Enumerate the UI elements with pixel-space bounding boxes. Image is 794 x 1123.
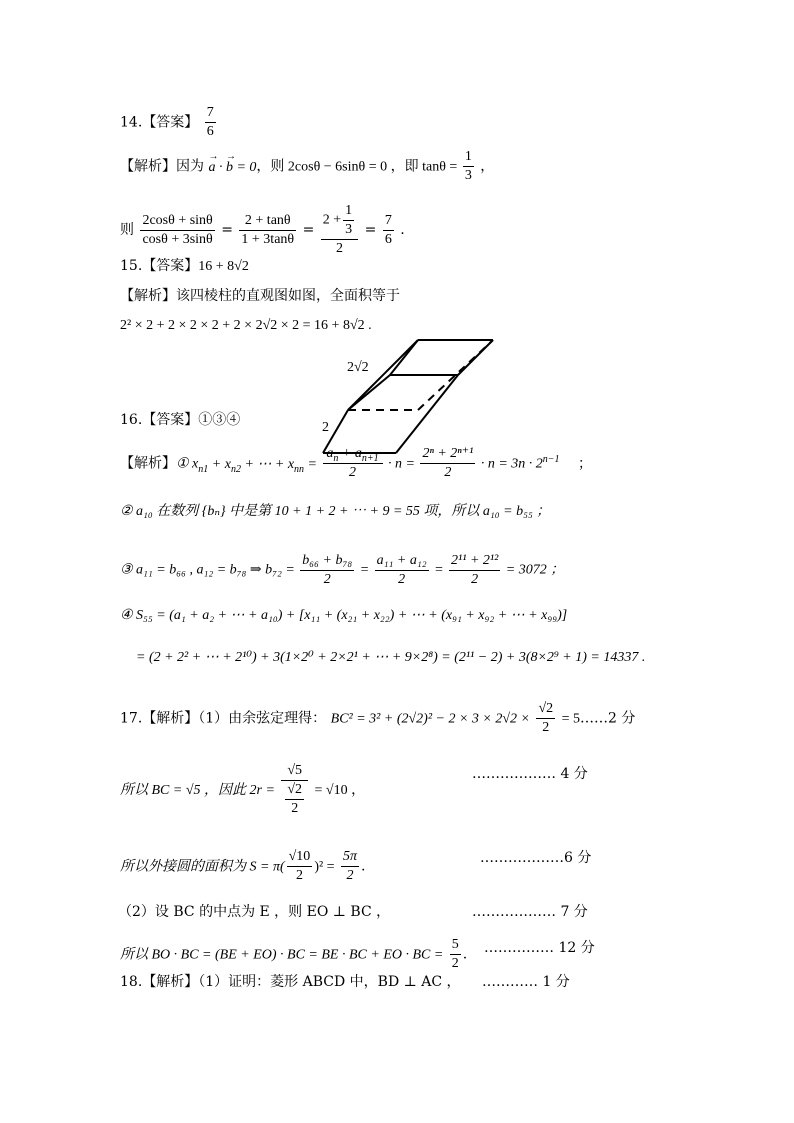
q16-line1: 【解析】① $x_{n1} + x_{n2}$ + ⋯ + $x_{nn}$ = $\frac{a_n + a_{n+1}}{2}$ · n = $\frac{\text{2ⁿ + 2ⁿ⁺¹}}{2}$ · $n = 3n \cdot 2^{n-1}$ ； [120, 446, 592, 480]
q17-line5: 所以 BO · BC = (BE + EO) · BC = BE · BC + EO · BC = $\frac{5}{2}$ . [120, 937, 468, 971]
q16-line5: = (2 + 2² + ⋯ + 2¹⁰) + 3(1×2⁰ + 2×2¹ + ⋯ + 9×2⁸) = (2¹¹ − 2) + 3(8×2⁹ + 1) = 14337 . [136, 650, 646, 665]
q15-formula: 2² × 2 + 2 × 2 × 2 + 2 × 2√2 × 2 = 16 + 8√2 . [120, 318, 372, 333]
prism-label-top: 2√2 [347, 360, 369, 375]
q18-score-1: ………… 1 分 [482, 974, 570, 990]
prism-edge [390, 340, 418, 375]
q15-heading: 15.【答案】16 + 8√2 [120, 258, 249, 274]
q16-line1-frac: $\frac{\text{2ⁿ + 2ⁿ⁺¹}}{2}$ [422, 446, 474, 480]
q17-line3: 所以外接圆的面积为 S = π( $\frac{√10}{2}$ )² = $\frac{5\pi}{2}$ . [120, 849, 366, 883]
prism-edge [396, 375, 458, 453]
q17-score-7: ……………… 7 分 [472, 904, 588, 920]
q14-frac1: $\frac{2\cos\theta + \sin\theta}{\cos\theta + 3\sin\theta}$ [142, 212, 213, 247]
q17-line2: 所以 BC = √5 ，因此 2r = $\frac{√5}{\frac{√2}{2}}$ = √10 ， [120, 763, 366, 816]
q18-line1: 18.【解析】（1）证明：菱形 ABCD 中，BD ⊥ AC ， [120, 974, 461, 990]
q14-frac3: 2 + $\frac{1}{3}$ 2 [321, 202, 358, 258]
q14-answer-tag: 【答案】 [142, 114, 199, 131]
q17-score-12: …………… 12 分 [484, 940, 595, 956]
q14-analysis-line2: 则 $\frac{2\cos\theta + \sin\theta}{\cos\theta + 3\sin\theta}$ = $\frac{2 + \tan\theta}{1 + 3\tan\theta}$ = 2 + $\frac{1}{3}$ 2 = $\frac{7}{6}$ . [120, 203, 405, 256]
q16-line4: ④ S₅₅ = (a₁ + a₂ + ⋯ + a₁₀) + [x₁₁ + (x₂₁ + x₂₂) + ⋯ + (x₉₁ + x₉₂ + ⋯ + x₉₉)] [120, 608, 568, 623]
prism-label-left: 2 [322, 420, 329, 435]
q14-answer-fraction: $\frac{7}{6}$ [206, 105, 214, 139]
q14-frac2: $\frac{2 + \tan\theta}{1 + 3\tan\theta}$ [241, 212, 295, 247]
vector-expression: → a · → b = 0 [208, 160, 256, 175]
q14-number: 14. [120, 114, 143, 131]
q17-score-6: ………………6 分 [480, 850, 592, 866]
q17-part2: （2）设 BC 的中点为 E ，则 EO ⊥ BC ， [118, 904, 391, 920]
q16-heading: 16.【答案】①③④ [120, 412, 241, 428]
q14-fraction-one-third: $\frac{1}{3}$ [464, 149, 472, 183]
q14-heading [120, 104, 218, 141]
prism-edge [348, 375, 390, 410]
q14-analysis-line1: 【解析】因为 → a · → b = 0，则 2cosθ − 6sinθ = 0 ，即 tanθ = $\frac{1}{3}$ ， [120, 148, 494, 185]
q16-line3: ③ a₁₁ = b₆₆ , a₁₂ = b₇₈ ⇒ b₇₂ = $\frac{\text{b₆₆ + b₇₈}}{2}$ = $\frac{\text{a₁₁ + a₁₂}}{2}$ = $\frac{\text{2¹¹ + 2¹²}}{2}$ = 3072 ； [120, 553, 565, 587]
q15-analysis: 【解析】该四棱柱的直观图如图，全面积等于 [120, 288, 400, 304]
q14-result: $\frac{7}{6}$ [384, 212, 392, 247]
q17-score-4: ……………… 4 分 [472, 766, 588, 782]
q17-line1: 17.【解析】（1）由余弦定理得： BC² = 3² + (2√2)² − 2 × 3 × 2√2 × $\frac{√2}{2}$ = 5……2 分 [120, 701, 636, 735]
q16-line2: ② a₁₀ 在数列 {bₙ} 中是第 10 + 1 + 2 + ⋯ + 9 = 55 项，所以 a₁₀ = b₅₅ ； [120, 504, 551, 519]
